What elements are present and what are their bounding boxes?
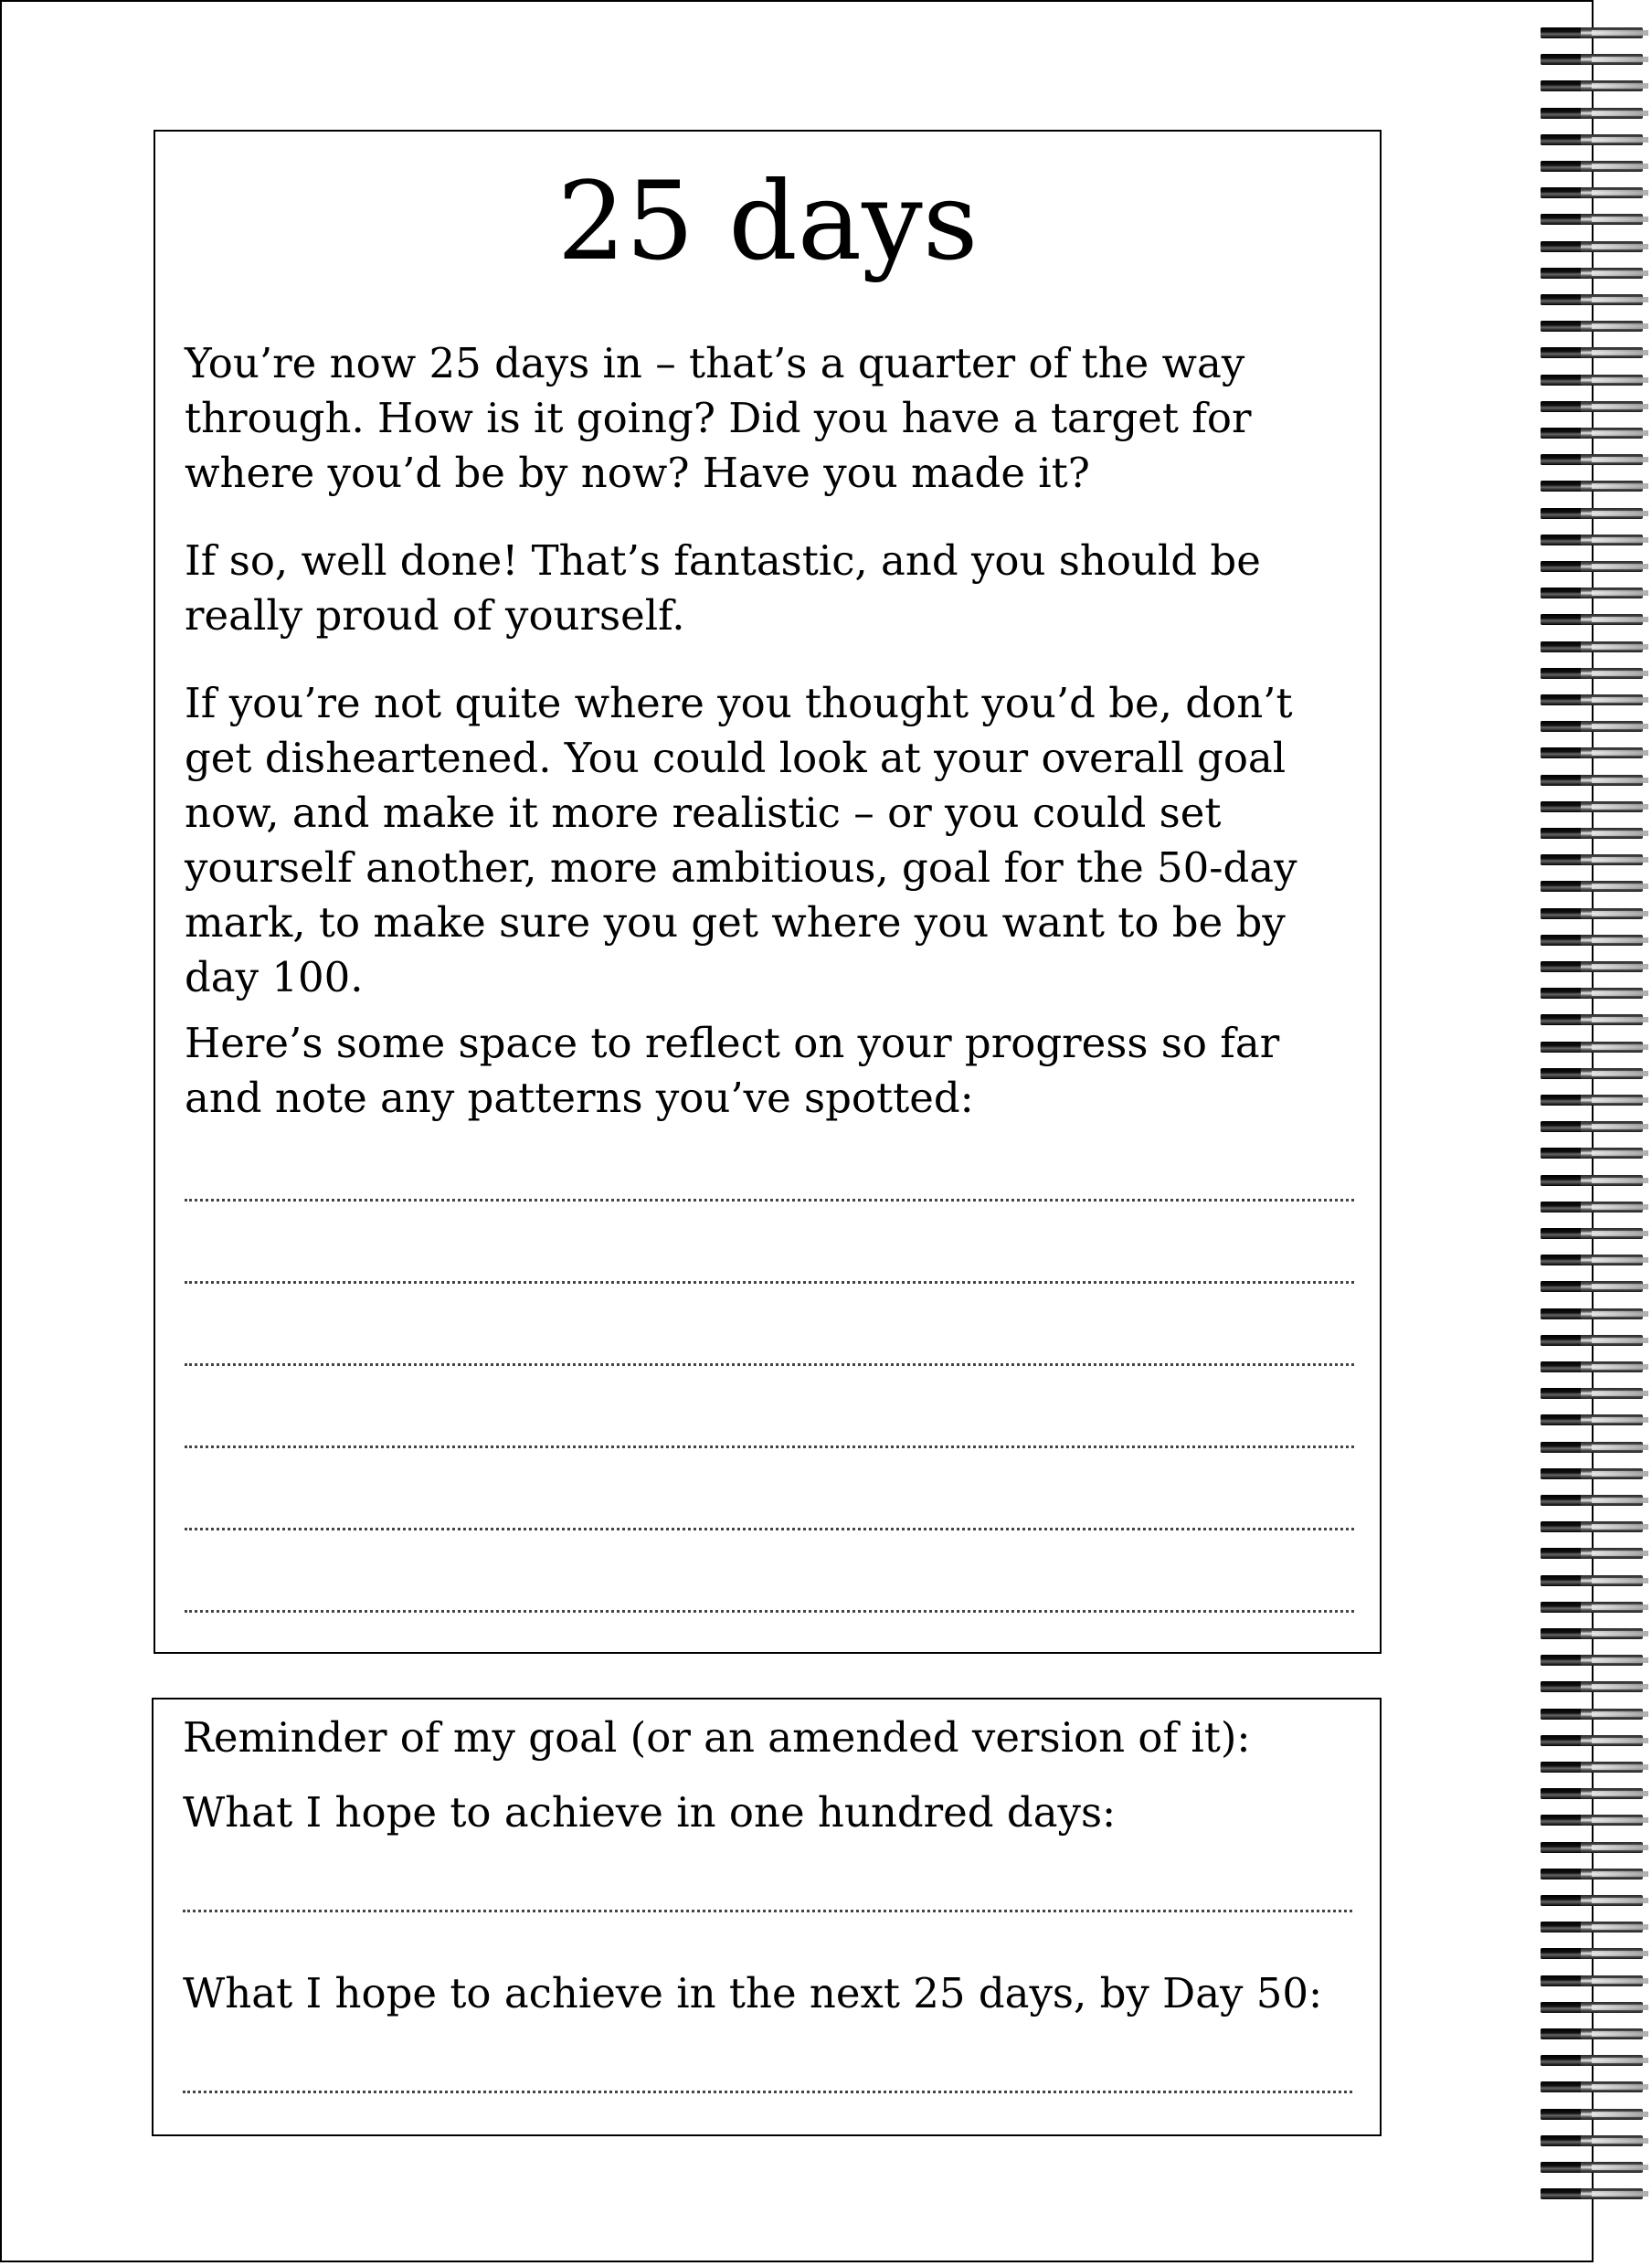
spiral-coil [1535, 747, 1650, 758]
reflect-prompt: Here’s some space to reflect on your progress so far and note any patterns you’ve spotted: [185, 1019, 1280, 1122]
reflection-line-1[interactable] [185, 1199, 1354, 1202]
spiral-coil [1535, 108, 1650, 119]
goal-heading: Reminder of my goal (or an amended version of it): [183, 1713, 1251, 1762]
spiral-coil [1535, 1681, 1650, 1692]
spiral-coil [1535, 1948, 1650, 1959]
goal-reminder-box [152, 1698, 1382, 2136]
spiral-coil [1535, 80, 1650, 91]
spiral-coil [1535, 1922, 1650, 1932]
spiral-coil [1535, 1068, 1650, 1079]
spiral-coil [1535, 1975, 1650, 1986]
spiral-coil [1535, 241, 1650, 252]
spiral-coil [1535, 1521, 1650, 1532]
spiral-coil [1535, 1228, 1650, 1239]
spiral-coil [1535, 1281, 1650, 1292]
spiral-coil [1535, 1788, 1650, 1799]
spiral-coil [1535, 1548, 1650, 1559]
spiral-coil [1535, 588, 1650, 598]
spiral-coil [1535, 2162, 1650, 2173]
intro-paragraph: You’re now 25 days in – that’s a quarter of the way through. How is it going? Did you have a target for where you’d be by now? Have you made it? [185, 339, 1252, 497]
spiral-coil [1535, 1468, 1650, 1479]
spiral-coil [1535, 54, 1650, 65]
spiral-coil [1535, 1602, 1650, 1613]
reflection-line-2[interactable] [185, 1281, 1354, 1284]
goal-100-days-line[interactable] [183, 1910, 1352, 1912]
spiral-coil [1535, 2055, 1650, 2066]
spiral-coil [1535, 694, 1650, 705]
spiral-coil [1535, 1842, 1650, 1853]
page-title: 25 days [556, 158, 979, 284]
reflection-line-3[interactable] [185, 1363, 1354, 1366]
spiral-coil [1535, 1815, 1650, 1826]
spiral-coil [1535, 321, 1650, 332]
spiral-coil [1535, 2081, 1650, 2092]
spiral-coil [1535, 1762, 1650, 1773]
spiral-coil [1535, 1414, 1650, 1425]
spiral-coil [1535, 721, 1650, 732]
spiral-coil [1535, 908, 1650, 919]
spiral-coil [1535, 27, 1650, 38]
spiral-coil [1535, 1148, 1650, 1159]
spiral-coil [1535, 401, 1650, 412]
spiral-coil [1535, 1495, 1650, 1506]
reflection-line-4[interactable] [185, 1445, 1354, 1448]
reflection-line-5[interactable] [185, 1528, 1354, 1530]
reflection-box [154, 130, 1382, 1654]
spiral-coil [1535, 801, 1650, 812]
spiral-coil [1535, 187, 1650, 198]
spiral-coil [1535, 988, 1650, 999]
spiral-coil [1535, 2109, 1650, 2120]
spiral-coil [1535, 668, 1650, 679]
spiral-coil [1535, 375, 1650, 386]
spiral-coil [1535, 2028, 1650, 2039]
well-done-paragraph: If so, well done! That’s fantastic, and you should be really proud of yourself. [185, 536, 1261, 640]
spiral-coil [1535, 1895, 1650, 1906]
reflection-line-6[interactable] [185, 1610, 1354, 1613]
spiral-coil [1535, 1121, 1650, 1132]
spiral-coil [1535, 161, 1650, 172]
spiral-coil [1535, 428, 1650, 439]
spiral-coil [1535, 535, 1650, 545]
spiral-binding [1535, 27, 1652, 2239]
spiral-coil [1535, 561, 1650, 572]
spiral-coil [1535, 1202, 1650, 1212]
spiral-coil [1535, 1709, 1650, 1720]
spiral-coil [1535, 1014, 1650, 1025]
spiral-coil [1535, 614, 1650, 625]
spiral-coil [1535, 1361, 1650, 1372]
spiral-coil [1535, 1335, 1650, 1346]
spiral-coil [1535, 1255, 1650, 1265]
goal-100-days-prompt: What I hope to achieve in one hundred days: [183, 1788, 1117, 1837]
goal-50-days-prompt: What I hope to achieve in the next 25 days, by Day 50: [183, 1969, 1323, 2017]
spiral-coil [1535, 1735, 1650, 1746]
spiral-coil [1535, 1655, 1650, 1666]
spiral-coil [1535, 2188, 1650, 2199]
spiral-coil [1535, 294, 1650, 305]
spiral-coil [1535, 214, 1650, 225]
spiral-coil [1535, 775, 1650, 786]
spiral-coil [1535, 854, 1650, 865]
disheartened-paragraph: If you’re not quite where you thought you’d be, don’t get disheartened. You could look at your overall goal now, and make it more realistic – or you could set yourself another, more ambitious, goal for the 50-day mark, to make sure you get where you want to be by day 100. [185, 679, 1297, 1001]
spiral-coil [1535, 2135, 1650, 2146]
spiral-coil [1535, 1869, 1650, 1880]
spiral-coil [1535, 454, 1650, 465]
spiral-coil [1535, 1575, 1650, 1586]
spiral-coil [1535, 1388, 1650, 1399]
spiral-coil [1535, 881, 1650, 892]
spiral-coil [1535, 935, 1650, 946]
spiral-coil [1535, 641, 1650, 652]
spiral-coil [1535, 268, 1650, 279]
goal-50-days-line[interactable] [183, 2091, 1352, 2093]
spiral-coil [1535, 1042, 1650, 1053]
spiral-coil [1535, 961, 1650, 972]
spiral-coil [1535, 347, 1650, 358]
spiral-coil [1535, 828, 1650, 839]
spiral-coil [1535, 1308, 1650, 1319]
spiral-coil [1535, 1442, 1650, 1453]
spiral-coil [1535, 1628, 1650, 1639]
spiral-coil [1535, 134, 1650, 145]
spiral-coil [1535, 1175, 1650, 1186]
spiral-coil [1535, 481, 1650, 492]
spiral-coil [1535, 508, 1650, 519]
spiral-coil [1535, 1095, 1650, 1106]
spiral-coil [1535, 2002, 1650, 2013]
